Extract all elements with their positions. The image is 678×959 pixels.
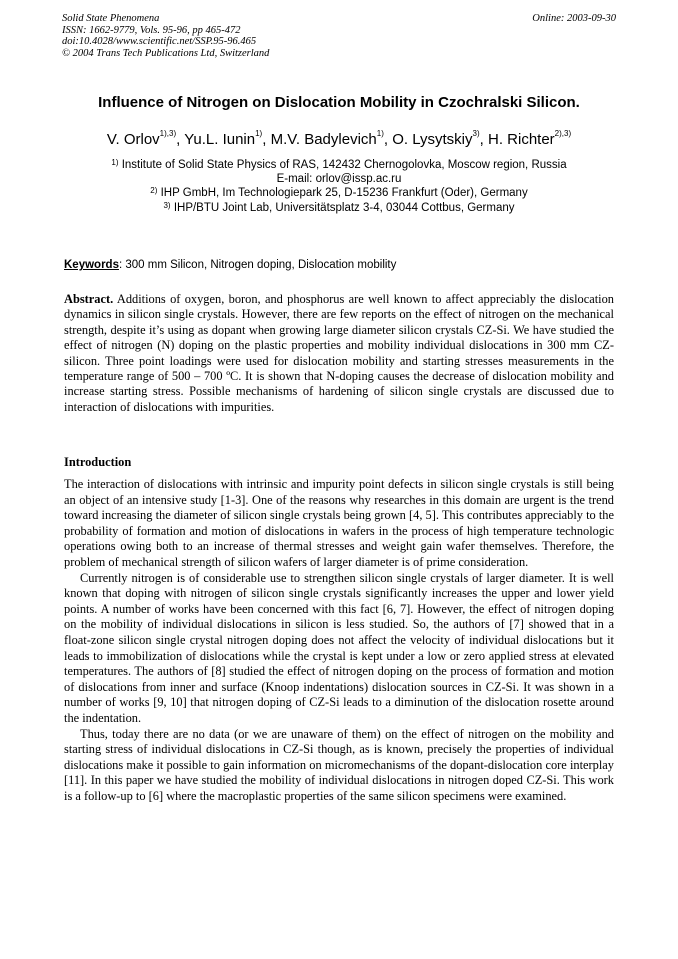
abstract <box>64 292 614 415</box>
author-affiliation-mark: 1) <box>376 129 384 138</box>
author-affiliation-mark: 1) <box>255 129 263 138</box>
paragraph: Currently nitrogen is of considerable use to strengthen silicon single crystals of larger diameter. It is well known that doping with nitrogen of silicon single crystals significantly increases the upper and lower yield points. A number of works have been concerned with this fact [6, 7]. However, the effect of nitrogen doping on the mobility of individual dislocations in silicon is less studied. So, the authors of [7] showed that in a float-zone silicon single crystal nitrogen doping does not affect the velocity of individual dislocations but it leads to immobilization of dislocations while the crystal is kept under a low or zero applied stress at elevated temperatures. The authors of [8] studied the effect of nitrogen doping on the process of formation and motion of dislocations from inner and surface (Knoop indentations) dislocation sources in CZ-Si. It was shown in a number of works [9, 10] that nitrogen doping of CZ-Si leads to a diminution of the dislocation rosette around the indentation. <box>64 570 614 725</box>
keywords-label: Keywords <box>64 259 119 271</box>
author-separator: , <box>176 131 185 148</box>
copyright-line: © 2004 Trans Tech Publications Ltd, Switzerland <box>62 47 270 59</box>
doi-line[interactable]: doi:10.4028/www.scientific.net/SSP.95-96.465 <box>62 36 257 48</box>
online-date: Online: 2003-09-30 <box>532 13 616 24</box>
journal-header <box>62 13 616 59</box>
author-affiliation-mark: 3) <box>472 129 480 138</box>
author-separator: , <box>383 131 393 148</box>
abstract-text: Additions of oxygen, boron, and phosphorus are well known to affect appreciably the dislocation dynamics in silicon single crystals. However, there are few reports on the effect of nitrogen on the mechanical strength, despite it’s using as dopant when growing large diameter silicon crystals CZ-Si. We have studied the effect of nitrogen (N) doping on the plastic properties and mobility individual dislocations in 300 mm CZ-silicon. Three point loadings were used for dislocation mobility and starting stresses measurements in the temperature range of 500 – 700 ºC. It is shown that N-doping causes the decrease of dislocation mobility and increase starting stress. Possible mechanisms of hardening of silicon single crystals are discussed due to interaction of dislocations with impurities. <box>64 292 615 414</box>
affiliation-text: IHP GmbH, Im Technologiepark 25, D-15236 Frankfurt (Oder), Germany <box>160 187 528 200</box>
affiliation-mark: 1) <box>111 158 119 167</box>
section-heading-introduction: Introduction <box>64 455 132 469</box>
paragraph: Thus, today there are no data (or we are unaware of them) on the effect of nitrogen on the mobility and starting stress of individual dislocations in CZ-Si though, as is known, precisely the properties of individual dislocations make it possible to gain information on micromechanisms of the dopant-dislocation core interplay [11]. In this paper we have studied the mobility of individual dislocations in nitrogen doped CZ-Si. This work is a follow-up to [6] where the macroplastic properties of the same silicon specimens were examined. <box>64 726 614 803</box>
author-separator: , <box>479 131 488 148</box>
issn-line: ISSN: 1662-9779, Vols. 95-96, pp 465-472 <box>62 24 241 36</box>
author-list <box>0 131 678 148</box>
affiliation-text: Institute of Solid State Physics of RAS, 142432 Chernogolovka, Moscow region, Russia <box>121 159 567 171</box>
keywords-text: : 300 mm Silicon, Nitrogen doping, Dislocation mobility <box>118 259 397 271</box>
affiliation-2 <box>0 186 678 200</box>
introduction-body <box>64 477 614 804</box>
author-separator: , <box>262 131 271 148</box>
author-affiliation-mark: 1),3) <box>159 129 177 138</box>
affiliation-mark: 3) <box>163 200 171 210</box>
author-name: H. Richter <box>487 131 555 148</box>
author-affiliation-mark: 2),3) <box>554 129 572 138</box>
author-name: Yu.L. Iunin <box>184 131 256 148</box>
affiliation-3 <box>0 201 678 215</box>
journal-name: Solid State Phenomena <box>62 13 160 24</box>
author-name: V. Orlov <box>106 131 160 148</box>
affiliation-1 <box>0 158 678 172</box>
author-name: M.V. Badylevich <box>270 131 377 148</box>
affiliation-mark: 2) <box>150 186 158 196</box>
affiliation-text: IHP/BTU Joint Lab, Universitätsplatz 3-4, 03044 Cottbus, Germany <box>173 201 515 214</box>
affiliations <box>0 158 678 215</box>
paper-title: Influence of Nitrogen on Dislocation Mobility in Czochralski Silicon. <box>98 94 580 111</box>
keywords <box>64 259 396 271</box>
contact-email[interactable]: E-mail: orlov@issp.ac.ru <box>276 173 402 186</box>
paragraph: The interaction of dislocations with intrinsic and impurity point defects in silicon single crystals is still being an object of an intensive study [1-3]. One of the reasons why researches in this domain are urgent is the trend toward increasing the diameter of silicon single crystals being grown [4, 5]. This contributes appreciably to the probability of formation and motion of dislocations in wafers in the process of high temperature technologic operations owing both to an increase of thermal stresses and weight gain wafer themselves. Therefore, the problem of mechanical strength of silicon wafers of larger diameter is of prime consideration. <box>64 477 614 569</box>
author-name: O. Lysytskiy <box>392 131 473 148</box>
abstract-label: Abstract. <box>64 292 114 306</box>
